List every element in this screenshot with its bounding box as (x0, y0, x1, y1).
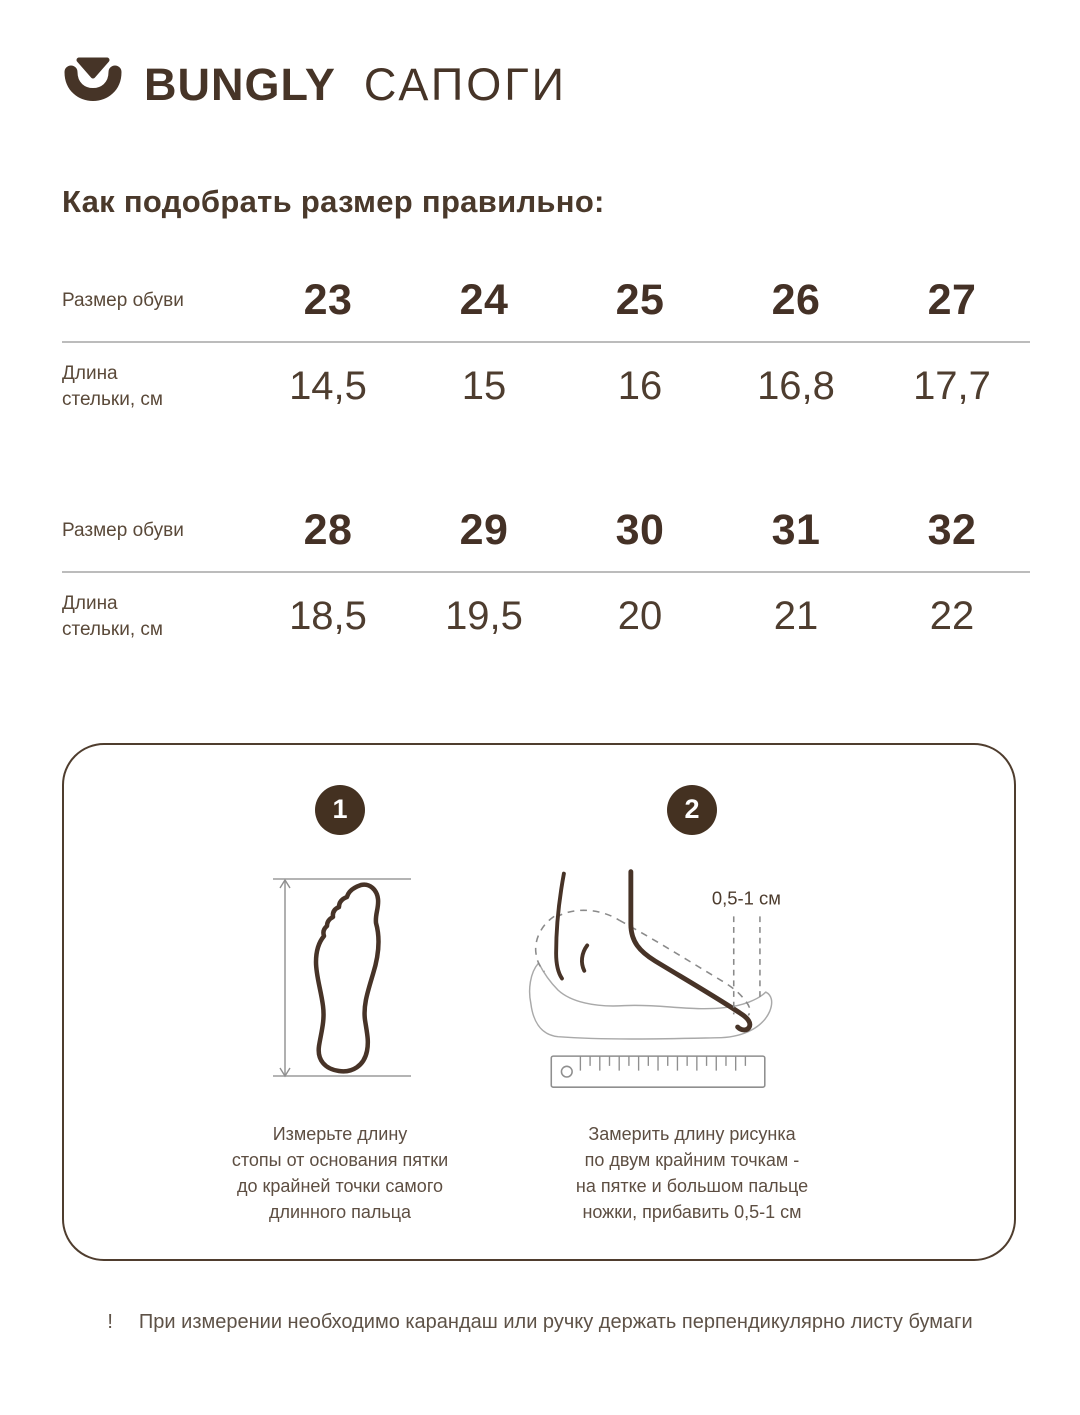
insole-length-value: 22 (929, 594, 975, 639)
step-number-badge: 2 (667, 785, 717, 835)
instruction-step-2 (516, 785, 868, 1259)
insole-row (62, 343, 1030, 438)
step-number-badge: 1 (315, 785, 365, 835)
caption-line: длинного пальца (268, 1201, 412, 1222)
size-row (62, 496, 1030, 571)
insole-length-value: 19,5 (445, 594, 523, 639)
brand-product-title: САПОГИ (363, 59, 567, 110)
foot-measure-illustration-wrap (527, 835, 857, 1121)
caption-line: на пятке и большом пальце (575, 1175, 809, 1196)
step-1-caption (232, 1121, 448, 1225)
footprint-shape (316, 885, 378, 1072)
insole-length-value: 17,7 (913, 364, 991, 409)
size-row-label: Размер обуви (62, 289, 184, 311)
footnote (0, 1311, 1080, 1334)
step-2-caption (576, 1121, 808, 1225)
caption-line: стопы от основания пятки (231, 1149, 449, 1170)
insole-length-value: 18,5 (289, 594, 367, 639)
dashed-ankle-contour (556, 910, 619, 920)
size-row (62, 266, 1030, 341)
size-value: 24 (459, 276, 509, 324)
size-value: 32 (927, 506, 977, 555)
size-row-label: Размер обуви (62, 519, 184, 541)
insole-length-value: 16,8 (757, 364, 835, 409)
foot-outline-illustration (265, 875, 415, 1080)
foot-measure-illustration (527, 856, 857, 1099)
insole-length-value: 21 (773, 594, 819, 639)
insole-length-value: 16 (617, 364, 663, 409)
allowance-label: 0,5-1 см (711, 887, 781, 909)
size-table-2 (62, 496, 1030, 668)
size-table-1 (62, 266, 1030, 438)
page-title: Как подобрать размер правильно: (62, 184, 605, 219)
size-value: 23 (303, 276, 353, 324)
exclamation-mark: ! (107, 1310, 113, 1333)
size-value: 28 (303, 506, 353, 555)
ruler-icon (551, 1056, 765, 1087)
caption-line: Измерьте длину (272, 1123, 408, 1144)
size-value: 25 (615, 276, 665, 324)
insole-row-label: Длина стельки, см (62, 593, 163, 640)
footnote-text: При измерении необходимо карандаш или ручку держать перпендикулярно листу бумаги (138, 1310, 973, 1333)
measure-limit-lines (273, 879, 411, 1076)
caption-line: по двум крайним точкам - (584, 1149, 800, 1170)
instruction-step-1 (164, 785, 516, 1259)
back-leg-line (556, 874, 564, 979)
size-value: 29 (459, 506, 509, 555)
caption-line: до крайней точки самого (236, 1175, 443, 1196)
dashed-heel-contour (536, 916, 555, 971)
insole-length-value: 15 (461, 364, 507, 409)
brand-name: BUNGLY (144, 59, 336, 110)
size-value: 30 (615, 506, 665, 555)
caption-line: ножки, прибавить 0,5-1 см (582, 1201, 802, 1222)
caption-line: Замерить длину рисунка (588, 1123, 796, 1144)
insole-row (62, 573, 1030, 668)
foot-outline-illustration-wrap (265, 835, 415, 1121)
logo-triangle-shape (79, 60, 107, 76)
size-value: 27 (927, 276, 977, 324)
measuring-instructions-box (62, 743, 1016, 1261)
size-value: 26 (771, 276, 821, 324)
dashed-instep-contour (619, 920, 750, 1015)
brand-header (62, 56, 1018, 114)
brand-logo-icon (62, 56, 124, 114)
ankle-arc-line (582, 946, 587, 971)
insole-length-value: 20 (617, 594, 663, 639)
insole-length-value: 14,5 (289, 364, 367, 409)
size-value: 31 (771, 506, 821, 555)
insole-row-label: Длина стельки, см (62, 363, 163, 410)
